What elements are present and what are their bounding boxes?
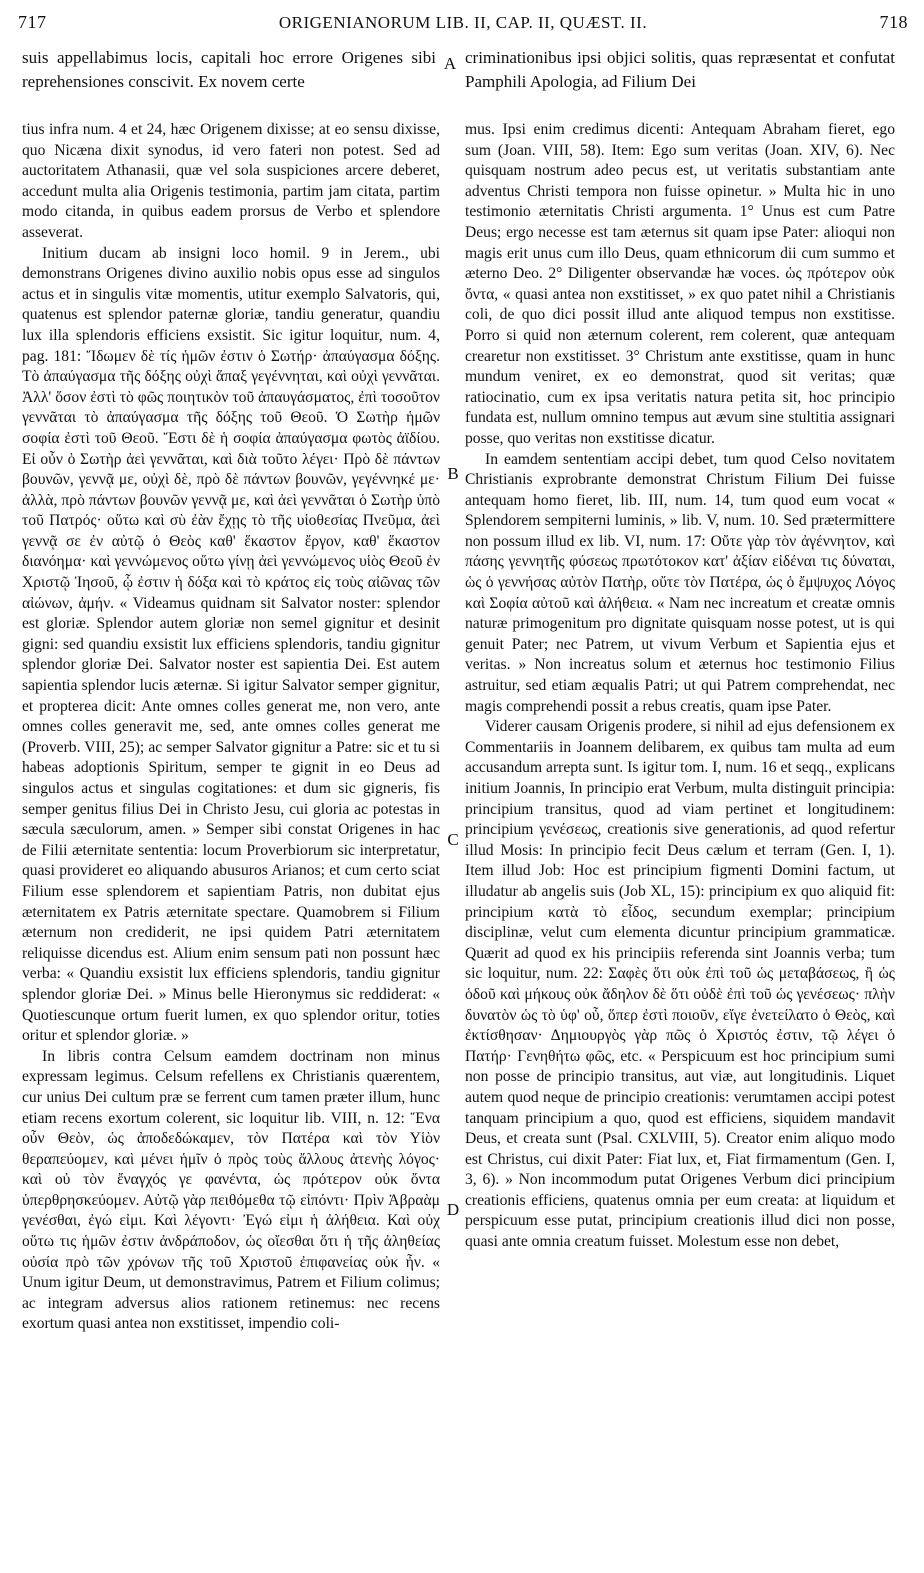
right-column — [465, 120, 895, 1253]
section-marker-c: C — [447, 830, 459, 849]
paragraph: mus. Ipsi enim credimus dicenti: Antequam Abraham fieret, ego sum (Joan. VIII, 58). Item: Ego sum veritas (Joan. XIV, 6). Nec quisquam nostrum adeo pecus est, ut veritatis substantiam ante adventus Christi tempora non fuisse opinetur. » Multa hic in uno testimonio æternitatis Christi argumenta. 1° Unus est cum Patre Deus; ergo necesse est tam æternus sit quam ipse Pater: alioqui non magis erit unus cum illo Deus, quam ethnicorum dii cum summo et æterno Deo. 2° Diligenter observandæ hæ voces. ὡς πρότερον οὐκ ὄντα, « quasi antea non exstitisset, » ex quo patet nihil a Christianis coli, de quo dici possit illud ante aliquod tempus non exstitisse. Porro si quid non æternum colerent, rem colerent, quæ antequam crearetur non exstitisset. 3° Christum ante exstitisse, quam in hunc mundum veniret, ex eo demonstrat, quod sit veritas; quæ ratiocinatio, cum ex ipsa veritatis natura petita sit, hoc principio fundata est, nullum omnino tempus aut ævum sine stultitia assignari posse, quo veritas non exstitisse dicatur. — [465, 121, 895, 447]
left-column — [22, 120, 440, 1335]
intro-right: criminationibus ipsi objici solitis, quas repræsentat et confutat Pamphili Apologia, ad Filium Dei — [465, 48, 895, 91]
paragraph: Viderer causam Origenis prodere, si nihil ad ejus defensionem ex Commentariis in Joannem delibarem, ex quibus tam multa ad eum accusandum arrepta sunt. Is igitur tom. I, num. 16 et seqq., explicans initium Joannis, In principio erat Verbum, multa distinguit principia: principium transitus, quod ad viam pertinet et longitudinem: principium γενέσεως, creationis sive generationis, ad quod refertur illud Mosis: In principio fecit Deus cælum et terram (Gen. I, 1). Item illud Job: Hoc est principium figmenti Domini factum, ut illudatur ab angelis suis (Job XL, 15): principium ex quo aliquid fit: principium κατὰ τὸ εἶδος, secundum exemplar; principium disciplinæ, velut cum elementa dicuntur principium grammaticæ. Quærit ad quod ex his principiis referenda sint Joannis verba; tum sic loquitur, num. 22: Σαφὲς ὅτι οὐκ ἐπὶ τοῦ ὡς μεταβάσεως, ἢ ὡς ὁδοῦ καὶ μήκους οὐκ ἄδηλον δὲ ὅτι οὐδὲ ἐπὶ τοῦ ὡς γενέσεως· πλὴν δυνατὸν ὡς τὸ ὑφ' οὗ, ὅπερ ἐστὶ ποιοῦν, εἴγε ἐνετείλατο ὁ Θεὸς, καὶ ἐκτίσθησαν· Δημιουργὸς γὰρ πῶς ὁ Χριστός ἐστιν, τῷ λέγει ὁ Πατήρ· Γενηθήτω φῶς, etc. « Perspicuum est hoc principium sumi non posse de principio transitus, aut viæ, aut longitudinis. Liquet autem quod neque de principio creationis: verumtamen accipi potest tanquam principium a quo, quod est efficiens, siquidem mandavit Deus, et creata sunt (Psal. CXLVIII, 5). Creator enim aliquo modo est Christus, cui dixit Pater: Fiat lux, et, Fiat firmamentum (Gen. I, 3, 6). » Non incommodum putat Origenes Verbum dici principium creationis efficiens, quatenus omnia per eum creata: at liquidum et perspicuum esse putat, principium creationis illud dici non posse, quasi ante omnia creatum fuisset. Molestum esse non debet, — [465, 718, 895, 1251]
section-marker-b: B — [447, 464, 459, 483]
paragraph: Initium ducam ab insigni loco homil. 9 in Jerem., ubi demonstrans Origenes divino auxilio nobis opus esse ad singulos actus et in singulis vitæ momentis, utitur exemplo Salvatoris, qui, quatenus est splendor paternæ gloriæ, tandiu generatur, quandiu lux illa splendoris efficiens exsistit. Sic igitur loquitur, num. 4, pag. 181: Ἴδωμεν δὲ τίς ἡμῶν ἐστιν ὁ Σωτήρ· ἀπαύγασμα δόξης. Τὸ ἀπαύγασμα τῆς δόξης οὐχὶ ἅπαξ γεγέννηται, καὶ οὐχὶ γεννᾶται. Ἀλλ' ὅσον ἐστὶ τὸ φῶς ποιητικὸν τοῦ ἀπαυγάσματος, ἐπὶ τοσοῦτον γεννᾶται τὸ ἀπαύγασμα τῆς δόξης τοῦ Θεοῦ. Ὁ Σωτὴρ ἡμῶν σοφία ἐστὶ τοῦ Θεοῦ. Ἔστι δὲ ἡ σοφία ἀπαύγασμα φωτὸς ἀϊδίου. Εἰ οὖν ὁ Σωτὴρ ἀεὶ γεννᾶται, καὶ διὰ τοῦτο λέγει· Πρὸ δὲ πάντων βουνῶν, γεννᾷ με, οὐχὶ δὲ, πρὸ δὲ πάντων βουνῶν, γεγέννηκέ με· ἀλλὰ, πρὸ πάντων βουνῶν γεννᾷ με, καὶ ἀεὶ γεννᾶται ὁ Σωτὴρ ὑπὸ τοῦ Πατρός· οὕτω καὶ σὺ ἐὰν ἔχῃς τὸ τῆς υἱοθεσίας Πνεῦμα, ἀεὶ γεννᾷ σε ἐν αὐτῷ ὁ Θεὸς καθ' ἕκαστον ἔργον, καθ' ἕκαστον διανόημα· καὶ γεννώμενος οὕτω γίνῃ ἀεὶ γεννώμενος υἱὸς Θεοῦ ἐν Χριστῷ Ἰησοῦ, ᾧ ἐστιν ἡ δόξα καὶ τὸ κράτος εἰς τοὺς αἰῶνας τῶν αἰώνων, ἀμήν. « Videamus quidnam sit Salvator noster: splendor est gloriæ. Splendor autem gloriæ non semel gignitur et desinit gigni: sed quandiu exsistit lux efficiens splendoris, tandiu gignitur splendor gloriæ Dei. Salvator noster est sapientia Dei. Est autem sapientia splendor lucis æternæ. Si igitur Salvator semper gignitur, et propterea dicit: Ante omnes colles generat me, non vero, ante omnes colles generavit me, sed, ante omnes colles generat me (Proverb. VIII, 25); ac semper Salvator gignitur a Patre: sic et tu si habeas adoptionis Spiritum, semper te gignit in eo Deus ad singulos actus et singulas cogitationes: et dum sic gigneris, fis semper genitus filius Dei in Christo Jesu, cui gloria ac potestas in sæcula sæculorum, amen. » Semper sibi constat Origenes in hac de Filii æternitate sententia: locum Proverbiorum sic interpretatur, quasi provideret eo aliquando abusuros Arianos; et cum certo sciat Filium esse splendorem et sapientiam Patris, non dubitat ejus æternitatem ex Patris æternitate spectare. Quamobrem si Filium æternum non crediderit, ne ipsi quidem Patri æternitatem reliquisse dicendus est. Alium enim sensum pati non possunt hæc verba: « Quandiu exsistit lux efficiens splendoris, tandiu gignitur splendor gloriæ Dei. » Minus belle Hieronymus sic reddiderat: « Quotiescunque ortum fuerit lumen, ex quo splendor oritur, toties oritur et splendor gloriæ. » — [22, 244, 440, 1045]
section-marker-a: A — [443, 54, 457, 73]
paragraph: In libris contra Celsum eamdem doctrinam non minus expressam legimus. Celsum refellens ex Christianis quærentem, cur unius Dei cultum præ se ferrent cum tamen præter illum, hunc etiam recens exortum colerent, sic loquitur lib. VIII, n. 12: Ἕνα οὖν Θεὸν, ὡς ἀποδεδώκαμεν, τὸν Πατέρα καὶ τὸν Υἱὸν θεραπεύομεν, καὶ μένει ἡμῖν ὁ πρὸς τοὺς ἄλλους ἀτενὴς λόγος· καὶ οὐ τὸν ἔναγχός γε φανέντα, ὡς πρότερον οὐκ ὄντα ὑπερθρησκεύομεν. Αὐτῷ γὰρ πειθόμεθα τῷ εἰπόντι· Πρὶν Ἀβραὰμ γενέσθαι, ἐγώ εἰμι. Καὶ λέγοντι· Ἐγώ εἰμι ἡ ἀλήθεια. Καὶ οὐχ οὕτω τις ἡμῶν ἐστιν ἀνδράποδον, ὡς οἴεσθαι ὅτι ἡ τῆς ἀληθείας οὐσία πρὸ τῶν χρόνων τῆς τοῦ Χριστοῦ ἐπιφανείας οὐκ ἦν. « Unum igitur Deum, ut demonstravimus, Patrem et Filium colimus; ac integram adversus alios rationem retinemus: nec recens exortum quasi antea non exstitisset, impendio coli- — [22, 1047, 440, 1333]
left-page-number: 717 — [18, 12, 47, 32]
paragraph: In eamdem sententiam accipi debet, tum quod Celso novitatem Christianis exprobrante demonstrat Christum Filium Dei fuisse antequam homo fieret, lib. III, num. 14, tum quod eum vocat « Splendorem sempiterni luminis, » lib. V, num. 10. Sed prætermittere non possum illud ex lib. VI, num. 17: Οὔτε γὰρ τὸν ἀγέννητον, καὶ πάσης γεννητῆς φύσεως πρωτότοκον κατ' ἀξίαν εἰδέναι τις δύναται, ὡς ὁ γεννήσας αὐτὸν Πατὴρ, οὔτε τὸν Πατέρα, ὡς ὁ ἔμψυχος Λόγος καὶ Σοφία αὐτοῦ καὶ ἀλήθεια. « Nam nec increatum et creatæ omnis naturæ primogenitum pro dignitate quisquam nosse potest, ut is qui genuit Pater; nec Patrem, ut vivum Verbum et Sapientia ejus et veritas. » Non increatus solum et æternus hoc testimonio Filius astruitur, sed etiam æqualis Patri; ut qui Patrem comprehendat, nec magis comprehendi possit a rebus creatis, quam ipse Pater. — [465, 450, 895, 715]
page-header — [18, 12, 908, 38]
right-page-number: 718 — [879, 12, 908, 32]
section-marker-d: D — [446, 1200, 460, 1219]
running-title: ORIGENIANORUM LIB. II, CAP. II, QUÆST. II. — [278, 13, 648, 32]
intro-left: suis appellabimus locis, capitali hoc errore Origenes sibi reprehensiones conscivit. Ex novem certe — [22, 48, 436, 91]
paragraph: tius infra num. 4 et 24, hæc Origenem dixisse; at eo sensu dixisse, quo Nicæna dixit synodus, id vero fateri non potest. Sed ad auctoritatem Athanasii, quæ vel sola suspiciones arcere deberet, accedunt multa alia Origenis testimonia, partim jam citata, partim modo citanda, in quibus eadem prorsus de Verbo et splendore asseverat. — [22, 121, 440, 241]
